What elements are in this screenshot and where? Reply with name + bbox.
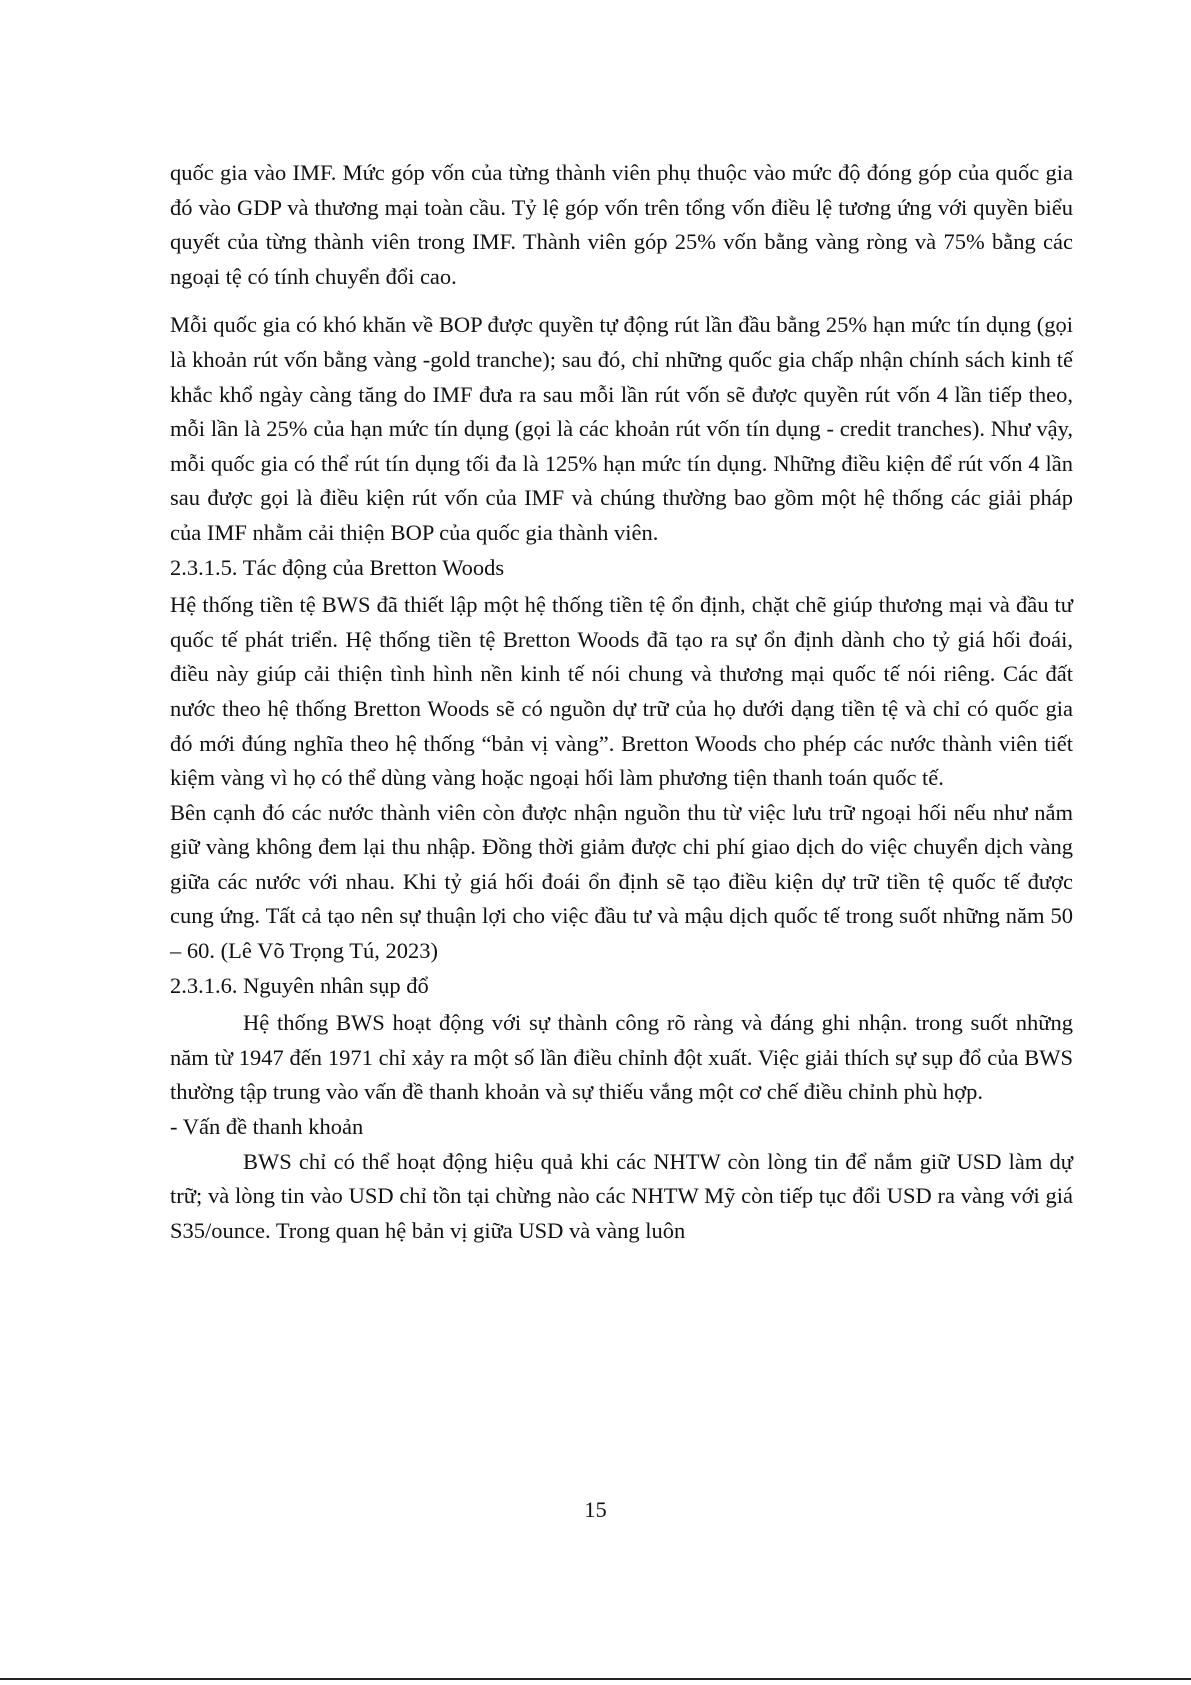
- paragraph-member-benefits: Bên cạnh đó các nước thành viên còn được nhận nguồn thu từ việc lưu trữ ngoại hối nếu như nắm giữ vàng không đem lại thu nhập. Đồng thời giảm được chi phí giao dịch do việc chuyển dịch vàng giữa các nước với nhau. Khi tỷ giá hối đoái ổn định sẽ tạo điều kiện dự trữ tiền tệ quốc tế được cung ứng. Tất cả tạo nên sự thuận lợi cho việc đầu tư và mậu dịch quốc tế trong suốt những năm 50 – 60. (Lê Võ Trọng Tú, 2023): [170, 799, 1073, 964]
- paragraph-liquidity: BWS chỉ có thể hoạt động hiệu quả khi các NHTW còn lòng tin để nắm giữ USD làm dự trữ; và lòng tin vào USD chỉ tồn tại chừng nào các NHTW Mỹ còn tiếp tục đổi USD ra vàng với giá S35/ounce. Trong quan hệ bản vị giữa USD và vàng luôn: [170, 1148, 1073, 1243]
- paragraph-imf-capital: quốc gia vào IMF. Mức góp vốn của từng thành viên phụ thuộc vào mức độ đóng góp của quốc gia đó vào GDP và thương mại toàn cầu. Tỷ lệ góp vốn trên tổng vốn điều lệ tương ứng với quyền biểu quyết của từng thành viên trong IMF. Thành viên góp 25% vốn bằng vàng ròng và 75% bằng các ngoại tệ có tính chuyển đổi cao.: [170, 160, 1073, 289]
- heading-liquidity-issue: - Vấn đề thanh khoản: [170, 1114, 364, 1140]
- paragraph-bws-stability: Hệ thống tiền tệ BWS đã thiết lập một hệ thống tiền tệ ổn định, chặt chẽ giúp thương mại và đầu tư quốc tế phát triển. Hệ thống tiền tệ Bretton Woods đã tạo ra sự ổn định dành cho tỷ giá hối đoái, điều này giúp cải thiện tình hình nền kinh tế nói chung và thương mại quốc tế nói riêng. Các đất nước theo hệ thống Bretton Woods sẽ có nguồn dự trữ của họ dưới dạng tiền tệ và chỉ có quốc gia đó mới đúng nghĩa theo hệ thống “bản vị vàng”. Bretton Woods cho phép các nước thành viên tiết kiệm vàng vì họ có thể dùng vàng hoặc ngoại hối làm phương tiện thanh toán quốc tế.: [170, 592, 1073, 791]
- heading-bretton-woods-impact: 2.3.1.5. Tác động của Bretton Woods: [170, 554, 505, 580]
- heading-collapse-causes: 2.3.1.6. Nguyên nhân sụp đổ: [170, 972, 429, 998]
- bottom-divider: [0, 1678, 1191, 1680]
- document-body: [170, 156, 1073, 1248]
- paragraph-bop-credit: Mỗi quốc gia có khó khăn về BOP được quyền tự động rút lần đầu bằng 25% hạn mức tín dụng (gọi là khoản rút vốn bằng vàng -gold tranche); sau đó, chỉ những quốc gia chấp nhận chính sách kinh tế khắc khổ ngày càng tăng do IMF đưa ra sau mỗi lần rút vốn sẽ được quyền rút vốn 4 lần tiếp theo, mỗi lần là 25% của hạn mức tín dụng (gọi là các khoản rút vốn tín dụng - credit tranches). Như vậy, mỗi quốc gia có thể rút tín dụng tối đa là 125% hạn mức tín dụng. Những điều kiện để rút vốn 4 lần sau được gọi là điều kiện rút vốn của IMF và chúng thường bao gồm một hệ thống các giải pháp của IMF nhằm cải thiện BOP của quốc gia thành viên.: [170, 312, 1073, 545]
- page-number: 15: [584, 1497, 607, 1522]
- paragraph-bws-operation: Hệ thống BWS hoạt động với sự thành công rõ ràng và đáng ghi nhận. trong suốt những năm từ 1947 đến 1971 chỉ xảy ra một số lần điều chỉnh đột xuất. Việc giải thích sự sụp đổ của BWS thường tập trung vào vấn đề thanh khoản và sự thiếu vắng một cơ chế điều chỉnh phù hợp.: [170, 1010, 1073, 1105]
